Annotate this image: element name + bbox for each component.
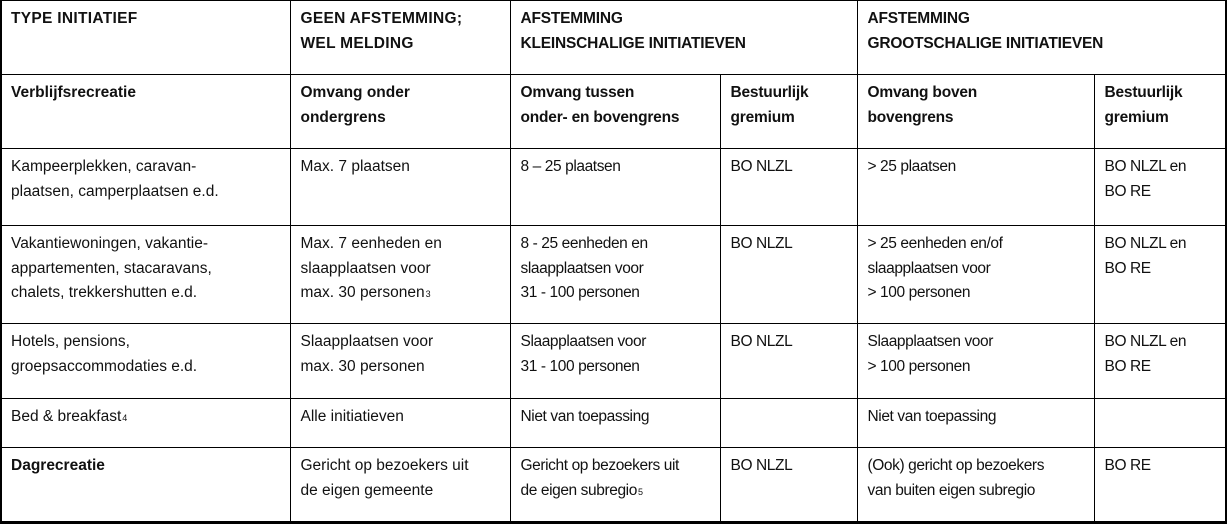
cell-type — [1, 399, 290, 448]
cell-line: BO NLZL — [730, 333, 793, 350]
cell-geen-afstemming — [290, 149, 510, 226]
cell-line: Max. 7 eenheden en — [300, 235, 442, 252]
subheader-gremium-klein-line1: Bestuurlijk — [730, 84, 809, 101]
cell-type — [1, 226, 290, 324]
cell-line: BO NLZL — [730, 457, 793, 474]
cell-line: van buiten eigen subregio — [867, 481, 1036, 499]
cell-line: BO RE — [1104, 457, 1151, 474]
cell-line: slaapplaatsen voor — [300, 259, 431, 277]
cell-line: BO NLZL en — [1104, 235, 1187, 252]
cell-line: Kampeerplekken, caravan- — [11, 158, 197, 175]
cell-line: de eigen gemeente — [300, 481, 434, 499]
footnote-marker: 3 — [425, 289, 431, 299]
header-grootschalig — [857, 1, 1226, 75]
cell-line: > 100 personen — [867, 357, 971, 375]
cell-line: BO NLZL en — [1104, 158, 1187, 175]
cell-line: BO RE — [1104, 182, 1151, 200]
header-kleinschalig-line2: KLEINSCHALIGE INITIATIEVEN — [520, 34, 746, 52]
cell-line — [11, 405, 280, 431]
cell-gremium-klein — [720, 448, 857, 523]
table-row — [1, 324, 1226, 399]
cell-line: Max. 7 plaatsen — [300, 158, 410, 175]
cell-line: Dagrecreatie — [11, 457, 105, 474]
cell-line: 8 – 25 plaatsen — [520, 158, 621, 175]
cell-grootschalig — [857, 324, 1094, 399]
subheader-omvang-tussen — [510, 75, 720, 149]
subheader-gremium-groot-line2: gremium — [1104, 108, 1169, 126]
footnote-marker: 5 — [637, 486, 643, 497]
cell-line: 8 - 25 eenheden en — [520, 235, 648, 252]
cell-grootschalig — [857, 149, 1094, 226]
cell-line — [521, 479, 710, 505]
table-row — [1, 399, 1226, 448]
cell-grootschalig — [857, 399, 1094, 448]
subheader-omvang-tussen-line1: Omvang tussen — [520, 84, 635, 101]
cell-line — [301, 281, 500, 307]
header-grootschalig-line2: GROOTSCHALIGE INITIATIEVEN — [867, 34, 1104, 52]
cell-line: chalets, trekkershutten e.d. — [11, 284, 198, 301]
subheader-omvang-onder-line1: Omvang onder — [300, 84, 410, 101]
subheader-category — [1, 75, 290, 149]
subheader-gremium-klein — [720, 75, 857, 149]
table-row — [1, 226, 1226, 324]
cell-line: 31 - 100 personen — [520, 284, 640, 301]
cell-line: BO RE — [1104, 357, 1151, 375]
header-geen-afstemming — [290, 1, 510, 75]
cell-line: Niet van toepassing — [520, 408, 650, 425]
cell-line: Slaapplaatsen voor — [300, 333, 434, 350]
cell-line: groepsaccommodaties e.d. — [11, 357, 198, 375]
footnote-marker: 4 — [122, 413, 128, 423]
cell-text: Bed & breakfast — [11, 408, 122, 425]
cell-text: de eigen subregio — [520, 481, 637, 499]
cell-line: (Ook) gericht op bezoekers — [867, 457, 1045, 474]
cell-line: Vakantiewoningen, vakantie- — [11, 235, 209, 252]
cell-gremium-groot — [1094, 149, 1226, 226]
cell-line: plaatsen, camperplaatsen e.d. — [11, 182, 219, 200]
subheader-omvang-boven-line1: Omvang boven — [867, 84, 978, 101]
cell-line: BO NLZL — [730, 235, 793, 252]
header-geen-afstemming-line1: GEEN AFSTEMMING; — [300, 10, 463, 27]
header-type-initiatief-label: TYPE INITIATIEF — [11, 10, 138, 27]
cell-line: Alle initiatieven — [300, 408, 404, 425]
cell-kleinschalig — [510, 149, 720, 226]
header-kleinschalig — [510, 1, 857, 75]
cell-geen-afstemming — [290, 324, 510, 399]
cell-line: > 25 plaatsen — [867, 158, 956, 175]
table-row — [1, 149, 1226, 226]
cell-line: Slaapplaatsen voor — [520, 333, 647, 350]
subheader-gremium-groot-line1: Bestuurlijk — [1104, 84, 1183, 101]
cell-kleinschalig — [510, 226, 720, 324]
cell-line: BO NLZL — [730, 158, 793, 175]
subheader-gremium-groot — [1094, 75, 1226, 149]
cell-geen-afstemming — [290, 399, 510, 448]
subheader-row — [1, 75, 1226, 149]
cell-line: Hotels, pensions, — [11, 333, 130, 350]
cell-text: max. 30 personen — [300, 284, 425, 301]
table-row — [1, 448, 1226, 523]
cell-line: max. 30 personen — [300, 357, 425, 375]
subheader-category-label: Verblijfsrecreatie — [11, 84, 136, 101]
cell-gremium-groot — [1094, 448, 1226, 523]
cell-kleinschalig — [510, 448, 720, 523]
cell-line: > 25 eenheden en/of — [867, 235, 1003, 252]
subheader-gremium-klein-line2: gremium — [730, 108, 795, 126]
cell-grootschalig — [857, 448, 1094, 523]
cell-type — [1, 448, 290, 523]
header-grootschalig-line1: AFSTEMMING — [867, 10, 970, 27]
header-row — [1, 1, 1226, 75]
cell-line: Gericht op bezoekers uit — [300, 457, 469, 474]
cell-line: Niet van toepassing — [867, 408, 997, 425]
cell-line: 31 - 100 personen — [520, 357, 640, 375]
cell-gremium-klein — [720, 324, 857, 399]
cell-gremium-groot — [1094, 324, 1226, 399]
cell-type — [1, 149, 290, 226]
cell-grootschalig — [857, 226, 1094, 324]
cell-geen-afstemming — [290, 226, 510, 324]
cell-line: slaapplaatsen voor — [867, 259, 991, 277]
cell-kleinschalig — [510, 324, 720, 399]
cell-line: BO RE — [1104, 259, 1151, 277]
cell-gremium-klein — [720, 149, 857, 226]
header-type-initiatief — [1, 1, 290, 75]
subheader-omvang-boven-line2: bovengrens — [867, 108, 954, 126]
cell-gremium-klein — [720, 399, 857, 448]
cell-line: Gericht op bezoekers uit — [520, 457, 679, 474]
cell-line: BO NLZL en — [1104, 333, 1187, 350]
cell-line: appartementen, stacaravans, — [11, 259, 212, 277]
cell-gremium-groot — [1094, 399, 1226, 448]
subheader-omvang-onder-line2: ondergrens — [300, 108, 386, 126]
cell-gremium-klein — [720, 226, 857, 324]
cell-type — [1, 324, 290, 399]
cell-kleinschalig — [510, 399, 720, 448]
cell-line: > 100 personen — [867, 284, 971, 301]
cell-line: slaapplaatsen voor — [520, 259, 644, 277]
cell-geen-afstemming — [290, 448, 510, 523]
subheader-omvang-boven — [857, 75, 1094, 149]
header-geen-afstemming-line2: WEL MELDING — [300, 34, 414, 52]
header-kleinschalig-line1: AFSTEMMING — [520, 10, 623, 27]
subheader-omvang-tussen-line2: onder- en bovengrens — [520, 108, 680, 126]
subheader-omvang-onder — [290, 75, 510, 149]
cell-line: Slaapplaatsen voor — [867, 333, 994, 350]
cell-gremium-groot — [1094, 226, 1226, 324]
